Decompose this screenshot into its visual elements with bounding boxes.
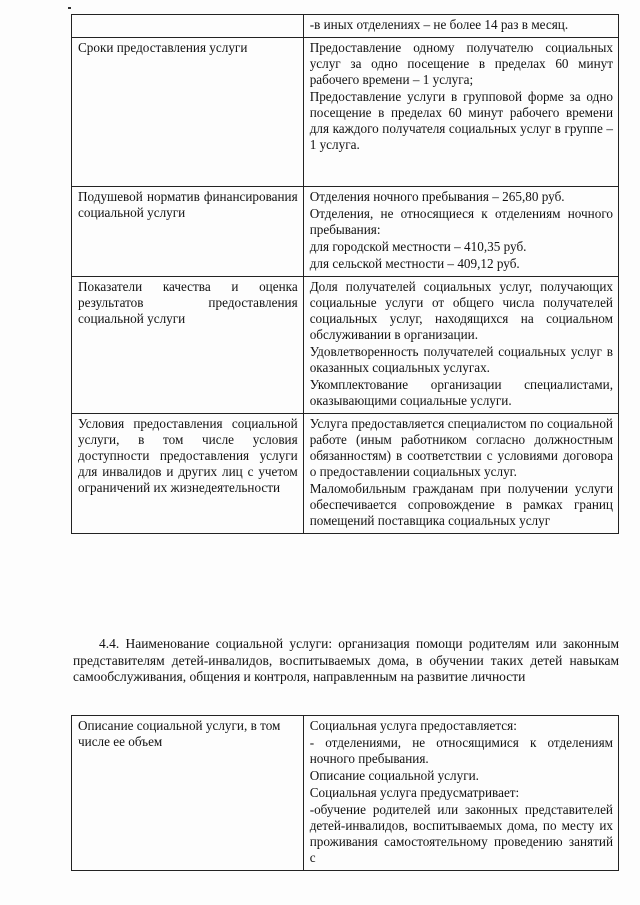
table-cell-value xyxy=(303,414,618,534)
service-table-upper xyxy=(71,14,619,534)
table-cell-label: Сроки предоставления услуги xyxy=(72,38,304,187)
cell-paragraph: Маломобильным гражданам при получении услуги обеспечивается сопровождение в рамках границ помещений поставщика социальных услуг xyxy=(309,481,613,528)
section-heading xyxy=(73,636,619,686)
cell-paragraph: - отделениями, не относящимися к отделениям ночного пребывания. xyxy=(309,735,613,766)
cell-paragraph: для сельской местности – 409,12 руб. xyxy=(309,256,520,271)
cell-paragraph: -в иных отделениях – не более 14 раз в месяц. xyxy=(309,17,569,32)
cell-paragraph: Социальная услуга предоставляется: xyxy=(309,718,517,733)
cell-paragraph: Предоставление услуги в групповой форме за одно посещение в пределах 60 минут рабочего времени для каждого получателя социальных услуг в группе – 1 услуга. xyxy=(309,89,613,152)
table-row xyxy=(72,716,619,871)
cell-paragraph: Укомплектование организации специалистами, оказывающими социальные услуги. xyxy=(309,377,613,408)
cell-paragraph: Услуга предоставляется специалистом по социальной работе (иным работником согласно должностным обязанностям) в соответствии с условиями договора о предоставлении социальных услуг. xyxy=(309,416,613,479)
section-heading-text: 4.4. Наименование социальной услуги: организация помощи родителям или законным представителям детей-инвалидов, воспитываемых дома, в обучении таких детей навыкам самообслуживания, общения и контроля, направленным на развитие личности xyxy=(73,636,619,684)
table-cell-label: Подушевой норматив финансирования социальной услуги xyxy=(72,187,304,277)
table-row xyxy=(72,187,619,277)
cell-paragraph: Отделения, не относящиеся к отделениям ночного пребывания: xyxy=(309,206,613,237)
table-cell-label xyxy=(72,15,304,38)
table-cell-label: Условия предоставления социальной услуги, в том числе условия доступности предоставления услуги для инвалидов и других лиц с учетом ограничений их жизнедеятельности xyxy=(72,414,304,534)
cell-paragraph: Доля получателей социальных услуг, получающих социальные услуги от общего числа получателей социальных услуг, находящихся на социальном обслуживании в организации. xyxy=(309,279,613,342)
cell-paragraph: для городской местности – 410,35 руб. xyxy=(309,239,527,254)
table-row xyxy=(72,277,619,414)
table-cell-value xyxy=(303,716,618,871)
service-table-lower xyxy=(71,715,619,871)
table-row xyxy=(72,414,619,534)
table-row xyxy=(72,15,619,38)
table-cell-value xyxy=(303,15,618,38)
table-cell-value xyxy=(303,38,618,187)
table-cell-label: Описание социальной услуги, в том числе ее объем xyxy=(72,716,304,871)
table-cell-label: Показатели качества и оценка результатов предоставления социальной услуги xyxy=(72,277,304,414)
cell-paragraph: Отделения ночного пребывания – 265,80 руб. xyxy=(309,189,565,204)
cell-paragraph: Описание социальной услуги. xyxy=(309,768,479,783)
cell-paragraph: Удовлетворенность получателей социальных услуг в оказанных социальных услугах. xyxy=(309,344,613,375)
cell-paragraph: Предоставление одному получателю социальных услуг за одно посещение в пределах 60 минут рабочего времени – 1 услуга; xyxy=(309,40,613,87)
scan-speck xyxy=(68,7,71,9)
table-cell-value xyxy=(303,277,618,414)
table-row xyxy=(72,38,619,187)
cell-paragraph: -обучение родителей или законных представителей детей-инвалидов, воспитываемых дома, по месту их проживания самостоятельному проведению занятий с xyxy=(309,802,613,865)
table-cell-value xyxy=(303,187,618,277)
cell-paragraph: Социальная услуга предусматривает: xyxy=(309,785,520,800)
